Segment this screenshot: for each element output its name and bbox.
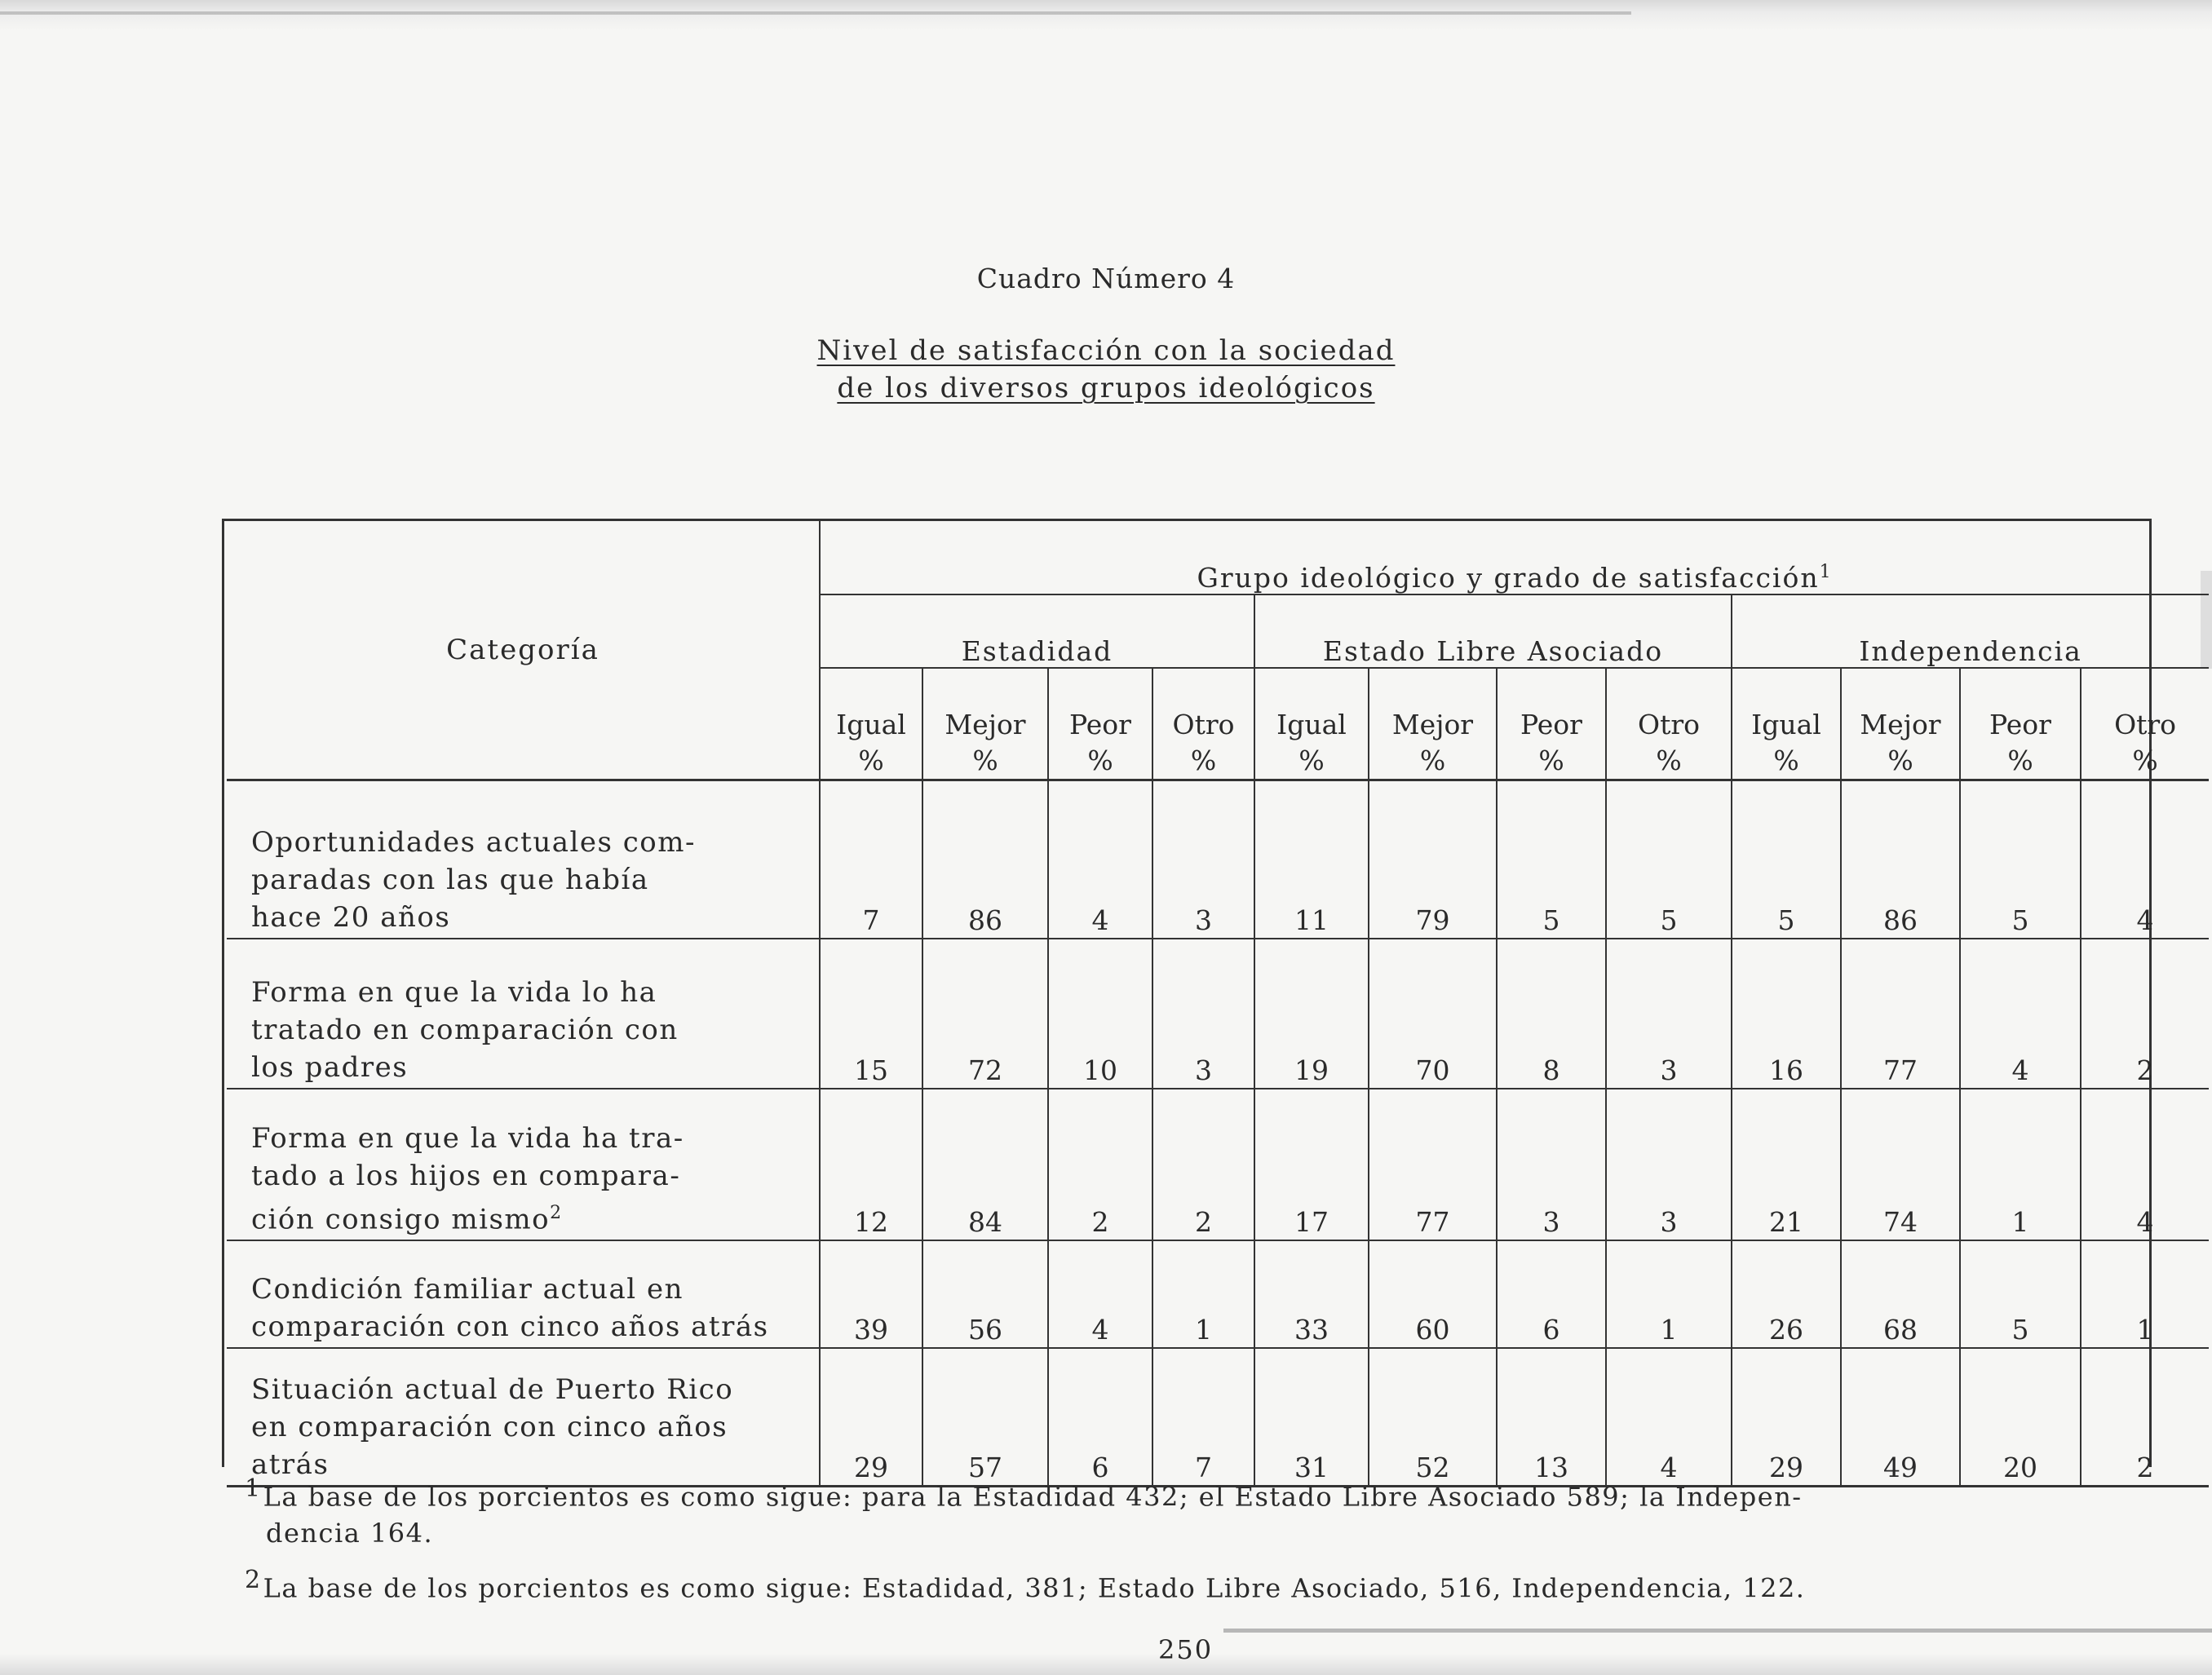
cell-value: 2 <box>1048 1089 1152 1240</box>
category-line: Forma en que la vida ha tra- <box>251 1121 684 1155</box>
cell-value: 10 <box>1048 939 1152 1089</box>
col-header-label: Peor <box>1069 709 1131 740</box>
cell-value: 13 <box>1497 1348 1606 1487</box>
col-header-igual <box>820 668 922 780</box>
cell-value: 86 <box>1841 780 1960 939</box>
cell-value: 3 <box>1606 1089 1732 1240</box>
col-header-unit: % <box>1538 745 1564 776</box>
cell-value: 70 <box>1369 939 1497 1089</box>
cell-value: 7 <box>1152 1348 1254 1487</box>
cell-value: 5 <box>1606 780 1732 939</box>
col-header-otro <box>1606 668 1732 780</box>
table-row <box>227 1089 2209 1240</box>
category-line: Forma en que la vida lo ha <box>251 976 657 1009</box>
cell-value: 8 <box>1497 939 1606 1089</box>
category-line: Oportunidades actuales com- <box>251 826 697 859</box>
cell-value: 72 <box>922 939 1048 1089</box>
col-header-unit: % <box>1298 745 1325 776</box>
group-header <box>820 520 2209 594</box>
cell-value: 3 <box>1497 1089 1606 1240</box>
cell-value: 56 <box>922 1240 1048 1348</box>
col-header-peor <box>1048 668 1152 780</box>
col-header-label: Otro <box>1172 709 1235 740</box>
col-header-label: Otro <box>2114 709 2177 740</box>
cell-value: 5 <box>1960 780 2081 939</box>
cell-value: 60 <box>1369 1240 1497 1348</box>
category-line: tado a los hijos en compara- <box>251 1159 681 1192</box>
cell-value: 11 <box>1254 780 1369 939</box>
cell-value: 26 <box>1732 1240 1841 1348</box>
footnote-marker: 1 <box>245 1474 262 1503</box>
col-header-otro <box>2081 668 2209 780</box>
category-line: hace 20 años <box>251 901 451 934</box>
category-line: comparación con cinco años atrás <box>251 1310 769 1343</box>
row-category <box>227 1240 820 1348</box>
cell-value: 4 <box>1606 1348 1732 1487</box>
cell-value: 20 <box>1960 1348 2081 1487</box>
col-header-unit: % <box>1190 745 1217 776</box>
col-header-label: Igual <box>1751 709 1821 740</box>
row-category <box>227 1089 820 1240</box>
title-line2-text: de los diversos grupos ideológicos <box>837 372 1375 404</box>
cell-value: 68 <box>1841 1240 1960 1348</box>
category-line: atrás <box>251 1448 330 1481</box>
category-header-text: Categoría <box>446 633 599 666</box>
cell-value: 15 <box>820 939 922 1089</box>
scan-top-shadow <box>0 11 1631 15</box>
cell-value: 4 <box>1048 780 1152 939</box>
col-header-otro <box>1152 668 1254 780</box>
cell-value: 86 <box>922 780 1048 939</box>
group-header-text: Grupo ideológico y grado de satisfacción <box>1197 562 1820 594</box>
cell-value: 4 <box>2081 1089 2209 1240</box>
cell-value: 19 <box>1254 939 1369 1089</box>
cell-value: 3 <box>1606 939 1732 1089</box>
cell-value: 39 <box>820 1240 922 1348</box>
cell-value: 1 <box>2081 1240 2209 1348</box>
cell-value: 1 <box>1606 1240 1732 1348</box>
row-category <box>227 939 820 1089</box>
cell-value: 4 <box>2081 780 2209 939</box>
col-header-unit: % <box>2132 745 2158 776</box>
category-line: paradas con las que había <box>251 864 649 896</box>
col-header-unit: % <box>858 745 884 776</box>
table-row <box>227 939 2209 1089</box>
col-header-label: Igual <box>1276 709 1347 740</box>
category-line: Condición familiar actual en <box>251 1273 684 1306</box>
category-header <box>227 520 820 780</box>
cell-value: 5 <box>1732 780 1841 939</box>
col-header-label: Mejor <box>1860 709 1941 740</box>
cell-value: 4 <box>1960 939 2081 1089</box>
page-title-line1 <box>0 334 2212 367</box>
row-footnote-marker: 2 <box>550 1202 563 1223</box>
col-header-unit: % <box>1887 745 1913 776</box>
table-number: Cuadro Número 4 <box>976 263 1236 294</box>
footnote-marker: 2 <box>245 1565 262 1594</box>
cell-value: 31 <box>1254 1348 1369 1487</box>
cell-value: 29 <box>820 1348 922 1487</box>
cell-value: 2 <box>1152 1089 1254 1240</box>
cell-value: 7 <box>820 780 922 939</box>
col-header-unit: % <box>2007 745 2033 776</box>
row-category <box>227 1348 820 1487</box>
category-line: los padres <box>251 1051 409 1084</box>
group-header-footnote: 1 <box>1819 562 1833 582</box>
cell-value: 57 <box>922 1348 1048 1487</box>
col-header-igual <box>1254 668 1369 780</box>
footnote-text: La base de los porcientos es como sigue: para la Estadidad 432; el Estado Libre Asociado 589; la Indepen- <box>263 1481 1803 1513</box>
category-line: en comparación con cinco años <box>251 1411 728 1443</box>
col-header-mejor <box>1369 668 1497 780</box>
cell-value: 2 <box>2081 1348 2209 1487</box>
cell-value: 52 <box>1369 1348 1497 1487</box>
page-title-line2 <box>0 372 2212 404</box>
footnote-1 <box>245 1471 2104 1551</box>
page-number: 250 <box>1158 1634 1214 1665</box>
cell-value: 79 <box>1369 780 1497 939</box>
group-independencia: Independencia <box>1732 594 2209 668</box>
cell-value: 4 <box>1048 1240 1152 1348</box>
col-header-unit: % <box>1419 745 1446 776</box>
group-estadidad: Estadidad <box>820 594 1254 668</box>
footnote-text: La base de los porcientos es como sigue: Estadidad, 381; Estado Libre Asociado, 516, Independencia, 122. <box>263 1572 1806 1604</box>
col-header-peor <box>1960 668 2081 780</box>
footnote-2 <box>245 1562 2104 1606</box>
cell-value: 77 <box>1841 939 1960 1089</box>
cell-value: 12 <box>820 1089 922 1240</box>
category-line: Situación actual de Puerto Rico <box>251 1373 734 1406</box>
cell-value: 1 <box>1960 1089 2081 1240</box>
table-row <box>227 780 2209 939</box>
category-line: ción consigo mismo <box>251 1203 551 1235</box>
scan-bottom-edge <box>0 1654 2212 1675</box>
col-header-label: Mejor <box>1391 709 1474 740</box>
cell-value: 33 <box>1254 1240 1369 1348</box>
footnote-text-continued: dencia 164. <box>266 1517 434 1549</box>
col-header-label: Peor <box>1520 709 1582 740</box>
col-header-unit: % <box>1087 745 1113 776</box>
group-ela: Estado Libre Asociado <box>1254 594 1732 668</box>
scan-bottom-shadow <box>1223 1629 2212 1633</box>
col-header-unit: % <box>1773 745 1799 776</box>
col-header-unit: % <box>1656 745 1682 776</box>
cell-value: 3 <box>1152 939 1254 1089</box>
cell-value: 17 <box>1254 1089 1369 1240</box>
cell-value: 77 <box>1369 1089 1497 1240</box>
col-header-unit: % <box>972 745 998 776</box>
cell-value: 6 <box>1048 1348 1152 1487</box>
cell-value: 1 <box>1152 1240 1254 1348</box>
col-header-igual <box>1732 668 1841 780</box>
col-header-mejor <box>922 668 1048 780</box>
table-row <box>227 1348 2209 1487</box>
cell-value: 2 <box>2081 939 2209 1089</box>
title-line1-text: Nivel de satisfacción con la sociedad <box>816 334 1396 367</box>
cell-value: 5 <box>1497 780 1606 939</box>
cell-value: 5 <box>1960 1240 2081 1348</box>
cell-value: 84 <box>922 1089 1048 1240</box>
col-header-label: Otro <box>1638 709 1700 740</box>
table-row <box>227 1240 2209 1348</box>
cell-value: 3 <box>1152 780 1254 939</box>
col-header-label: Peor <box>1989 709 2051 740</box>
cell-value: 21 <box>1732 1089 1841 1240</box>
cell-value: 29 <box>1732 1348 1841 1487</box>
satisfaction-table <box>227 520 2209 1487</box>
scan-top-edge <box>0 0 2212 31</box>
cell-value: 16 <box>1732 939 1841 1089</box>
row-category <box>227 780 820 939</box>
col-header-label: Igual <box>836 709 906 740</box>
col-header-label: Mejor <box>945 709 1026 740</box>
cell-value: 6 <box>1497 1240 1606 1348</box>
col-header-peor <box>1497 668 1606 780</box>
cell-value: 74 <box>1841 1089 1960 1240</box>
category-line: tratado en comparación con <box>251 1014 679 1046</box>
col-header-mejor <box>1841 668 1960 780</box>
footnotes <box>245 1471 2104 1606</box>
cell-value: 49 <box>1841 1348 1960 1487</box>
